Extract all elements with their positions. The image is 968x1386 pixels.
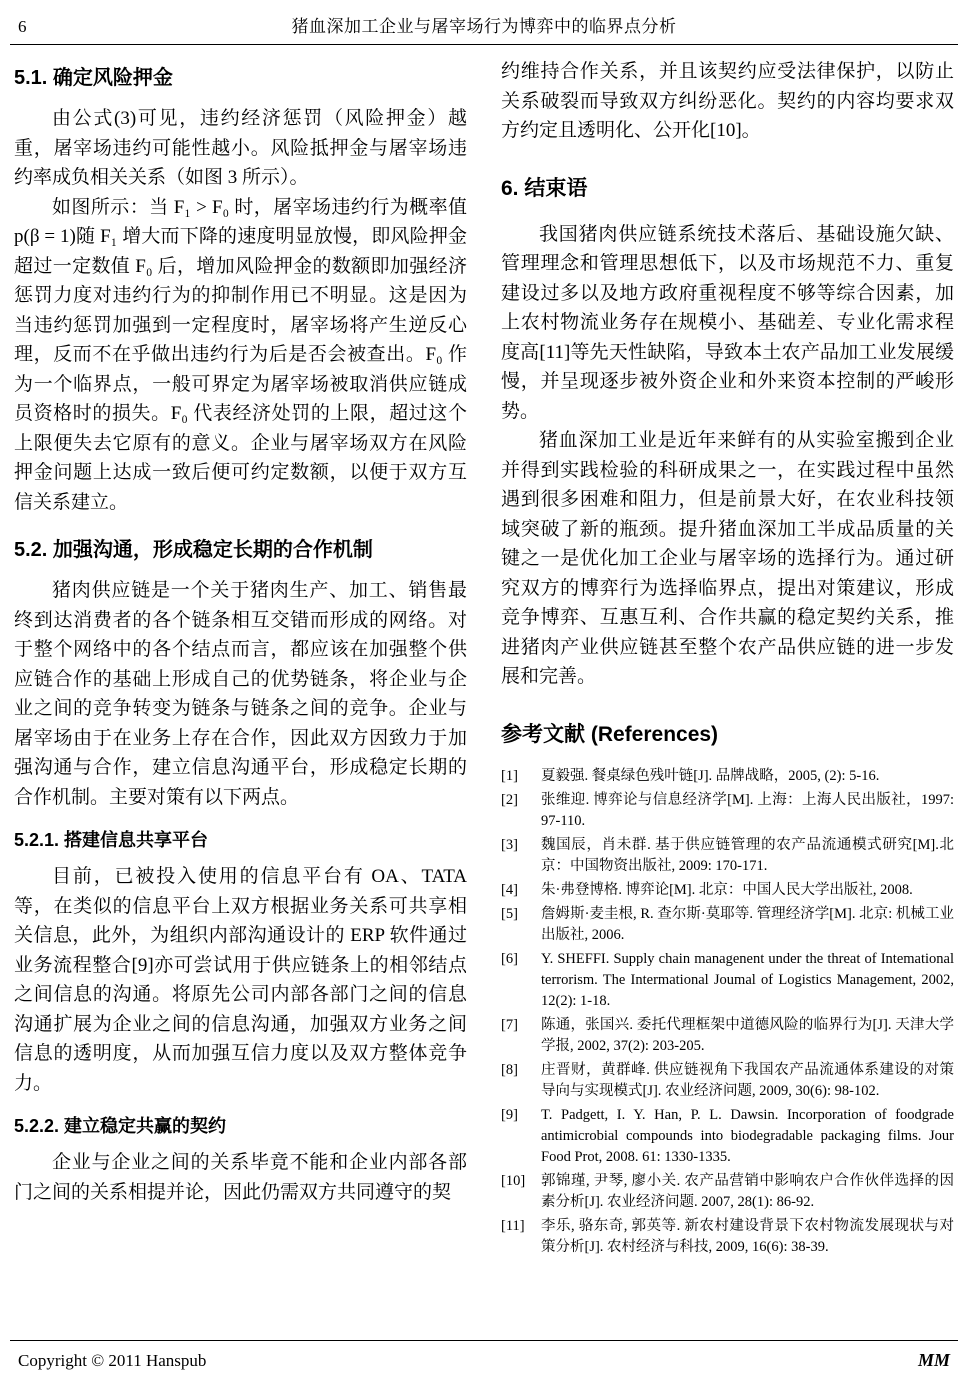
left-column [14, 57, 467, 1261]
reference-text: 张维迎. 博弈论与信息经济学[M]. 上海：上海人民出版社，1997: 97-110. [541, 791, 954, 829]
reference-item [501, 880, 954, 901]
paragraph-6-b: 猪血深加工业是近年来鲜有的从实验室搬到企业并得到实践检验的科研成果之一，在实践过程中虽然遇到很多困难和阻力，但是前景大好，在农业科技领域突破了新的瓶颈。提升猪血深加工半成品质量的关键之一是优化加工企业与屠宰场的选择行为。通过研究双方的博弈行为选择临界点，提出对策建议，形成竞争博弈、互惠互利、合作共赢的稳定契约关系，推进猪肉产业供应链甚至整个农产品供应链的进一步发展和完善。 [501, 430, 954, 687]
reference-number: [9] [501, 1106, 518, 1123]
right-column [501, 57, 954, 1261]
paragraph-5-2: 猪肉供应链是一个关于猪肉生产、加工、销售最终到达消费者的各个链条相互交错而形成的网络。对于整个网络中的各个结点而言，都应该在加强整个供应链合作的基础上形成自己的优势链条，将企业与企业之间的竞争转变为链条与链条之间的竞争。企业与屠宰场由于在业务上存在合作，因此双方因致力于加强沟通与合作，建立信息沟通平台，形成稳定长期的合作机制。主要对策有以下两点。 [14, 580, 467, 808]
references-heading: 参考文献 (References) [501, 722, 719, 746]
reference-text: 郭锦瑾, 尹琴, 廖小关. 农产品营销中影响农户合作伙伴选择的因素分析[J]. 农业经济问题. 2007, 28(1): 86-92. [541, 1172, 954, 1210]
reference-text: 魏国辰，肖未群. 基于供应链管理的农产品流通模式研究[M].北京：中国物资出版社, 2009: 170-171. [541, 836, 954, 874]
reference-item [501, 949, 954, 1012]
section-5-2-heading: 5.2. 加强沟通，形成稳定长期的合作机制 [14, 539, 373, 561]
page-number: 6 [18, 17, 27, 36]
reference-item [501, 1171, 954, 1213]
section-5-1-heading: 5.1. 确定风险押金 [14, 67, 173, 89]
paragraph-5-1-a: 由公式(3)可见，违约经济惩罚（风险押金）越重，屠宰场违约可能性越小。风险抵押金与屠宰场违约率成负相关关系（如图 3 所示）。 [14, 108, 467, 188]
reference-item [501, 835, 954, 877]
paragraph-5-2-2-continuation: 约维持合作关系，并且该契约应受法律保护，以防止关系破裂而导致双方纠纷恶化。契约的内容均要求双方约定且透明化、公开化[10]。 [501, 61, 954, 141]
reference-text: 朱·弗登博格. 博弈论[M]. 北京：中国人民大学出版社, 2008. [541, 881, 913, 898]
reference-text: 陈通，张国兴. 委托代理框架中道德风险的临界行为[J]. 天津大学学报, 2002, 37(2): 203-205. [541, 1016, 954, 1054]
reference-item [501, 766, 954, 787]
reference-number: [1] [501, 767, 518, 784]
journal-mark: MM [917, 1350, 950, 1370]
references-list [501, 766, 954, 1258]
reference-number: [2] [501, 791, 518, 808]
reference-item [501, 1015, 954, 1057]
two-column-body [10, 45, 958, 1261]
reference-text: 庄晋财，黄群峰. 供应链视角下我国农产品流通体系建设的对策导向与实现模式[J]. 农业经济问题, 2009, 30(6): 98-102. [541, 1061, 954, 1099]
paragraph-5-2-1: 目前，已被投入使用的信息平台有 OA、TATA 等，在类似的信息平台上双方根据业务关系可共享相关信息，此外，为组织内部沟通设计的 ERP 软件通过业务流程整合[9]亦可尝试用于供应链条上的相邻结点之间信息的沟通。将原先公司内部各部门之间的信息沟通扩展为企业之间的信息沟通，加强双方业务之间信息的透明度，从而加强互信力度以及双方整体竞争力。 [14, 866, 467, 1094]
paragraph-5-2-2: 企业与企业之间的关系毕竟不能和企业内部各部门之间的关系相提并论，因此仍需双方共同遵守的契 [14, 1152, 467, 1203]
paragraph-5-1-b: 如图所示：当 F₁ > F₀ 时，屠宰场违约行为概率值 p(β = 1)随 F₁ 增大而下降的速度明显放慢，即风险押金超过一定数值 F₀ 后，增加风险押金的数额即加强经济惩罚力度对违约行为的抑制作用已不明显。这是因为当违约惩罚加强到一定程度时，屠宰场将产生逆反心理，反而不在乎做出违约行为后是否会被查出。F₀ 作为一个临界点，一般可界定为屠宰场被取消供应链成员资格时的损失。F₀ 代表经济处罚的上限，超过这个上限便失去它原有的意义。企业与屠宰场双方在风险押金问题上达成一致后便可约定数额，以便于双方互信关系建立。 [14, 196, 467, 513]
reference-text: 李乐, 骆东奇, 郭英等. 新农村建设背景下农村物流发展现状与对策分析[J]. 农村经济与科技, 2009, 16(6): 38-39. [541, 1217, 954, 1255]
section-5-2-2-heading: 5.2.2. 建立稳定共赢的契约 [14, 1116, 227, 1136]
reference-text: Y. SHEFFI. Supply chain managenent under the threat of Intemational terrorism. The Intermational Joumal of Logistics Management, 2002, 12(2): 1-18. [541, 950, 954, 1009]
reference-item [501, 790, 954, 832]
reference-item [501, 1105, 954, 1168]
running-title: 猪血深加工企业与屠宰场行为博弈中的临界点分析 [291, 17, 677, 36]
reference-number: [7] [501, 1016, 518, 1033]
section-5-2-1-heading: 5.2.1. 搭建信息共享平台 [14, 830, 209, 850]
paragraph-6-a: 我国猪肉供应链系统技术落后、基础设施欠缺、管理理念和管理思想低下，以及市场规范不力、重复建设过多以及地方政府重视程度不够等综合因素，加上农村物流业务存在规模小、基础差、专业化需求程度高[11]等先天性缺陷，导致本土农产品加工业发展缓慢，并呈现逐步被外资企业和外来资本控制的严峻形势。 [501, 223, 954, 422]
reference-number: [6] [501, 950, 518, 967]
reference-text: 詹姆斯·麦圭根, R. 查尔斯·莫耶等. 管理经济学[M]. 北京: 机械工业出版社, 2006. [541, 905, 954, 943]
reference-item [501, 904, 954, 946]
copyright-notice: Copyright © 2011 Hanspub [18, 1350, 207, 1370]
reference-number: [4] [501, 881, 518, 898]
page-footer [10, 1340, 958, 1386]
reference-number: [11] [501, 1217, 525, 1234]
reference-item [501, 1216, 954, 1258]
reference-text: 夏毅强. 餐桌绿色残叶链[J]. 品牌战略，2005, (2): 5-16. [541, 767, 880, 784]
reference-number: [10] [501, 1172, 526, 1189]
section-6-heading: 6. 结束语 [501, 176, 588, 200]
page-header [10, 8, 958, 45]
reference-item [501, 1060, 954, 1102]
reference-number: [5] [501, 905, 518, 922]
reference-number: [3] [501, 836, 518, 853]
reference-text: T. Padgett, I. Y. Han, P. L. Dawsin. Incorporation of foodgrade antimicrobial compounds into biodegradable packaging films. Jour Food Prot, 2008. 61: 1330-1335. [541, 1106, 954, 1165]
reference-number: [8] [501, 1061, 518, 1078]
